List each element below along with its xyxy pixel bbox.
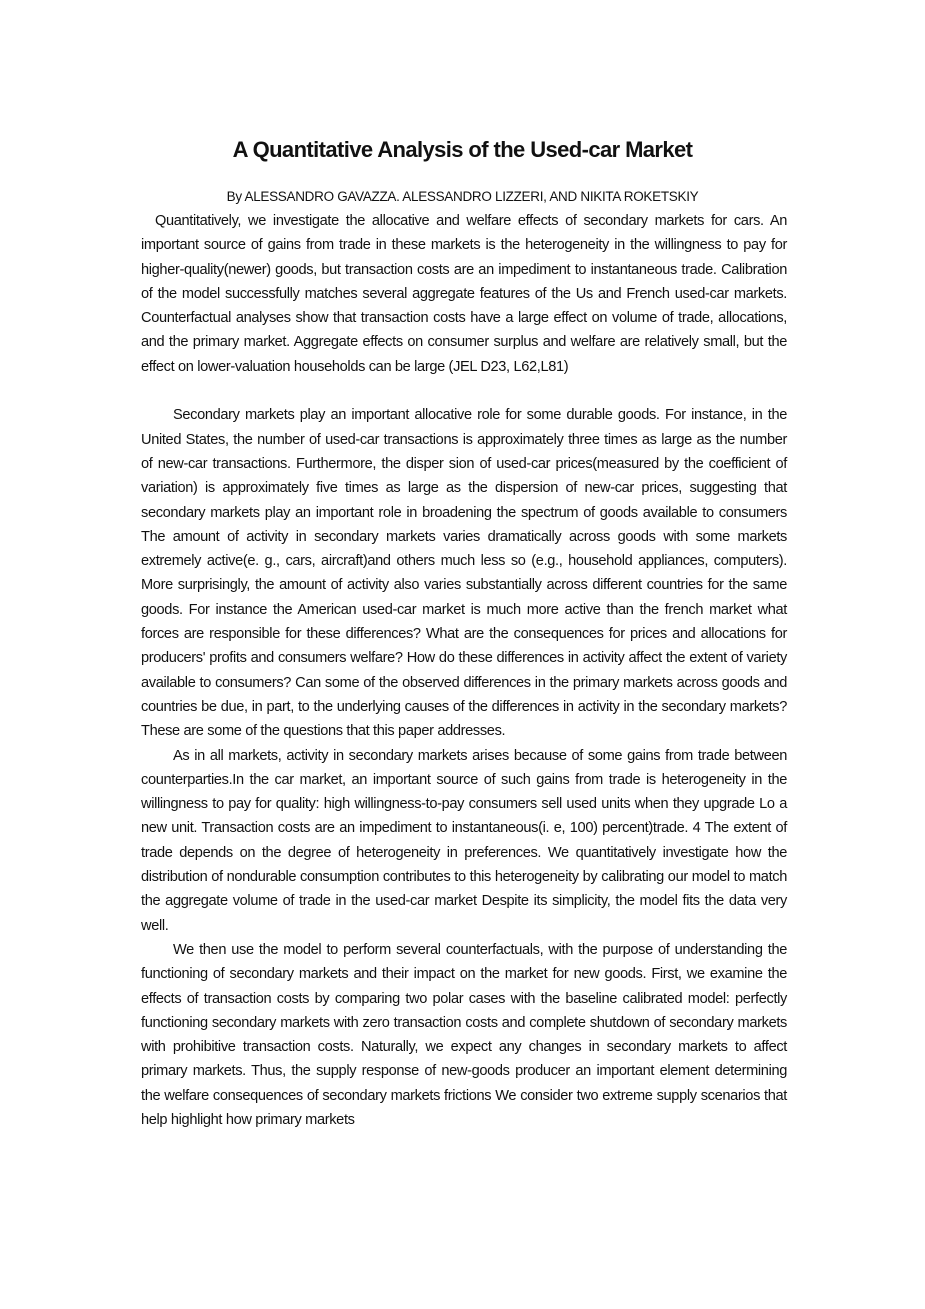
body-paragraph-1: Secondary markets play an important allocative role for some durable goods. For instance, in the United States, the number of used-car transactions is approximately three times as large as the number of new-car transactions. Furthermore, the disper sion of used-car prices(measured by the coefficient of variation) is approximately five times as large as the dispersion of new-car prices, suggesting that secondary markets play an important role in broadening the spectrum of goods available to consumers The amount of activity in secondary markets varies dramatically across goods with some markets extremely active(e. g., cars, aircraft)and others much less so (e.g., household appliances, computers). More surprisingly, the amount of activity also varies substantially across different countries for the same goods. For instance the American used-car market is much more active than the french market what forces are responsible for these differences? What are the consequences for prices and allocations for producers' profits and consumers welfare? How do these differences in activity affect the extent of variety available to consumers? Can some of the observed differences in the primary markets across goods and countries be due, in part, to the underlying causes of the differences in activity in the secondary markets? These are some of the questions that this paper addresses. [141,407,787,740]
paper-title: A Quantitative Analysis of the Used-car Market [232,137,693,162]
paragraph-spacer [141,379,787,403]
body-paragraph-2: As in all markets, activity in secondary markets arises because of some gains from trade between counterparties.In the car market, an important source of such gains from trade is heterogeneity in the willingness to pay for quality: high willingness-to-pay consumers sell used units when they upgrade Lo a new unit. Transaction costs are an impediment to instantaneous(i. e, 100) percent)trade. 4 The extent of trade depends on the degree of heterogeneity in preferences. We quantitatively investigate how the distribution of nondurable consumption contributes to this heterogeneity by calibrating our model to match the aggregate volume of trade in the used-car market Despite its simplicity, the model fits the data very well. [141,747,787,934]
paper-body [141,209,787,1132]
abstract-paragraph: Quantitatively, we investigate the allocative and welfare effects of secondary markets for cars. An important source of gains from trade in these markets is the heterogeneity in the willingness to pay for higher-quality(newer) goods, but transaction costs are an impediment to instantaneous trade. Calibration of the model successfully matches several aggregate features of the Us and French used-car markets. Counterfactual analyses show that transaction costs have a large effect on volume of trade, allocations, and the primary market. Aggregate effects on consumer surplus and welfare are relatively small, but the effect on lower-valuation households can be large (JEL D23, L62,L81) [141,213,787,375]
body-paragraph-3: We then use the model to perform several counterfactuals, with the purpose of understanding the functioning of secondary markets and their impact on the market for new goods. First, we examine the effects of transaction costs by comparing two polar cases with the baseline calibrated model: perfectly functioning secondary markets with zero transaction costs and complete shutdown of secondary markets with prohibitive transaction costs. Naturally, we expect any changes in secondary markets to affect primary markets. Thus, the supply response of new-goods producer an important element determining the welfare consequences of secondary markets frictions We consider two extreme supply scenarios that help highlight how primary markets [141,941,787,1128]
author-byline: By ALESSANDRO GAVAZZA. ALESSANDRO LIZZERI, AND NIKITA ROKETSKIY [226,189,699,204]
